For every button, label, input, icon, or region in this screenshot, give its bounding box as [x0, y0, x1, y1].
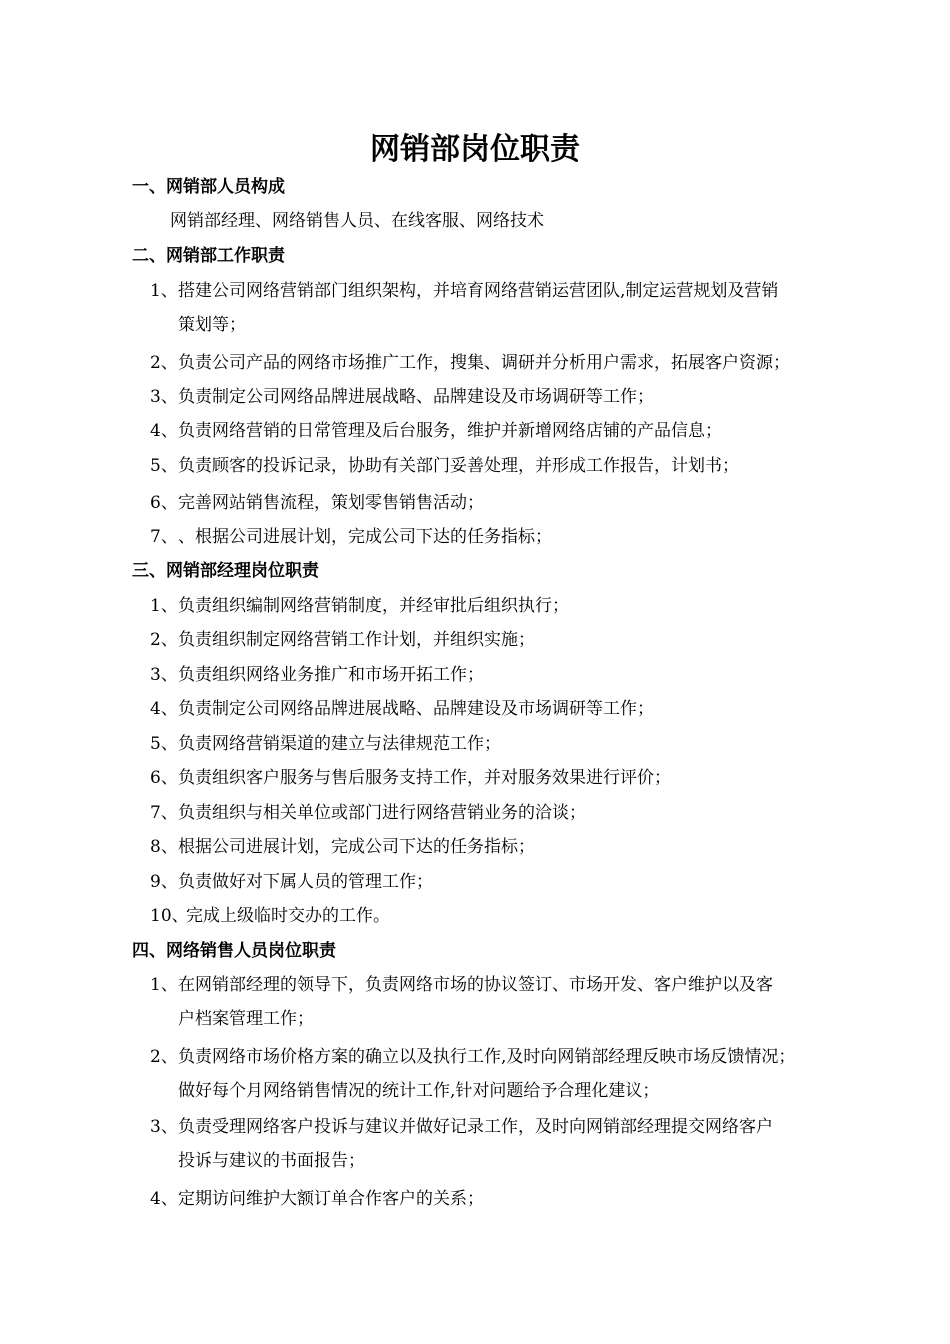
item-number: 4、 [150, 699, 178, 719]
item-number: 9、 [150, 872, 178, 892]
section-heading: 一、网销部人员构成 [132, 177, 285, 197]
item-text-continuation: 投诉与建议的书面报告； [178, 1151, 365, 1171]
item-number: 5、 [150, 734, 178, 754]
item-text-continuation: 做好每个月网络销售情况的统计工作,针对问题给予合理化建议； [178, 1081, 660, 1101]
item-number: 3、 [150, 1117, 178, 1137]
item-text: 负责组织客户服务与售后服务支持工作，并对服务效果进行评价； [178, 768, 671, 788]
item-number: 8、 [150, 837, 178, 857]
item-text: 负责网络营销的日常管理及后台服务，维护并新增网络店铺的产品信息； [178, 421, 722, 441]
page-title: 网销部岗位职责 [370, 132, 580, 167]
item-text: 完善网站销售流程，策划零售销售活动； [178, 493, 484, 513]
section-text: 网销部经理、网络销售人员、在线客服、网络技术 [170, 211, 544, 231]
item-number: 2、 [150, 630, 178, 650]
item-number: 1、 [150, 975, 178, 995]
item-text-continuation: 户档案管理工作； [178, 1009, 314, 1029]
item-text: 负责制定公司网络品牌进展战略、品牌建设及市场调研等工作； [178, 387, 654, 407]
item-number: 7、 [150, 803, 178, 823]
item-text: 负责顾客的投诉记录，协助有关部门妥善处理，并形成工作报告，计划书； [178, 456, 739, 476]
item-text: 负责制定公司网络品牌进展战略、品牌建设及市场调研等工作； [178, 699, 654, 719]
item-number: 2、 [150, 1047, 178, 1067]
item-text: 负责公司产品的网络市场推广工作，搜集、调研并分析用户需求，拓展客户资源； [178, 353, 790, 373]
item-text: 负责做好对下属人员的管理工作； [178, 872, 433, 892]
item-number: 6、 [150, 493, 178, 513]
item-text: 完成上级临时交办的工作。 [186, 906, 390, 926]
item-number: 7、 [150, 527, 178, 547]
item-text-continuation: 策划等； [178, 315, 246, 335]
item-number: 4、 [150, 421, 178, 441]
item-number: 2、 [150, 353, 178, 373]
item-text: 在网销部经理的领导下，负责网络市场的协议签订、市场开发、客户维护以及客 [178, 975, 773, 995]
item-number: 1、 [150, 596, 178, 616]
item-text: 负责组织制定网络营销工作计划，并组织实施； [178, 630, 535, 650]
item-text: 负责受理网络客户投诉与建议并做好记录工作，及时向网销部经理提交网络客户 [178, 1117, 773, 1137]
item-text: 、根据公司进展计划，完成公司下达的任务指标； [178, 527, 552, 547]
item-text: 负责网络市场价格方案的确立以及执行工作,及时向网销部经理反映市场反馈情况； [178, 1047, 796, 1067]
item-number: 3、 [150, 665, 178, 685]
item-number: 3、 [150, 387, 178, 407]
item-number: 10、 [150, 906, 189, 926]
item-number: 1、 [150, 281, 178, 301]
item-text: 负责网络营销渠道的建立与法律规范工作； [178, 734, 501, 754]
item-text: 定期访问维护大额订单合作客户的关系； [178, 1189, 484, 1209]
item-number: 5、 [150, 456, 178, 476]
item-text: 负责组织网络业务推广和市场开拓工作； [178, 665, 484, 685]
item-text: 负责组织编制网络营销制度，并经审批后组织执行； [178, 596, 569, 616]
item-text: 搭建公司网络营销部门组织架构，并培育网络营销运营团队,制定运营规划及营销 [178, 281, 779, 301]
item-number: 6、 [150, 768, 178, 788]
item-text: 根据公司进展计划，完成公司下达的任务指标； [178, 837, 535, 857]
section-heading: 二、网销部工作职责 [132, 246, 285, 266]
section-heading: 四、网络销售人员岗位职责 [132, 941, 336, 961]
section-heading: 三、网销部经理岗位职责 [132, 561, 319, 581]
item-text: 负责组织与相关单位或部门进行网络营销业务的洽谈； [178, 803, 586, 823]
item-number: 4、 [150, 1189, 178, 1209]
